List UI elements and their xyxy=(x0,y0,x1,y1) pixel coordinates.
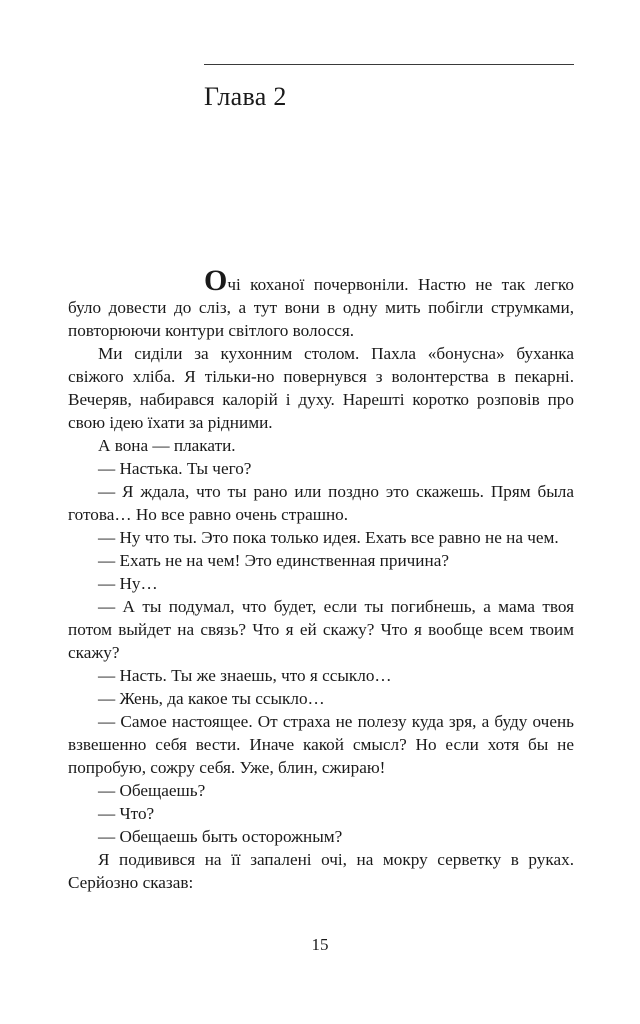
dialogue-line: — Ну что ты. Это пока только идея. Ехать все равно не на чем. xyxy=(98,528,559,547)
paragraph: Ми сиділи за кухонним столом. Пахла «бонусна» буханка свіжого хліба. Я тільки-но повернувся з волонтерства в пекарні. Вечеряв, набирався калорій і духу. Нарешті коротко розповів про свою ідею їхати за рідними. xyxy=(68,344,574,432)
dialogue-line: — А ты подумал, что будет, если ты погибнешь, а мама твоя потом выйдет на связь? Что я ей скажу? Что я вообще всем твоим скажу? xyxy=(68,597,574,662)
dialogue-line: — Ехать не на чем! Это единственная причина? xyxy=(98,551,449,570)
page-number: 15 xyxy=(311,935,329,954)
dialogue-line: — Насть. Ты же знаешь, что я ссыкло… xyxy=(98,666,392,685)
dialogue-line: — Обещаешь? xyxy=(98,781,206,800)
paragraph-first xyxy=(68,264,574,342)
chapter-title: Глава 2 xyxy=(204,82,287,111)
paragraph: А вона — плакати. xyxy=(98,436,236,455)
dialogue-line: — Обещаешь быть осторожным? xyxy=(98,827,343,846)
dialogue-line: — Я ждала, что ты рано или поздно это скажешь. Прям была готова… Но все равно очень страшно. xyxy=(68,482,574,524)
dialogue-line: — Ну… xyxy=(98,574,158,593)
chapter-top-rule xyxy=(204,64,574,65)
body-text xyxy=(68,264,574,894)
paragraph-first-text: чі коханої почервоніли. Настю не так легко було довести до сліз, а тут вони в одну мить побігли струмками, повторюючи контури світлого волосся. xyxy=(68,275,574,340)
dialogue-line: — Жень, да какое ты ссыкло… xyxy=(98,689,325,708)
dialogue-line: — Настька. Ты чего? xyxy=(98,459,252,478)
dialogue-line: — Что? xyxy=(98,804,155,823)
paragraph: Я подивився на її запалені очі, на мокру серветку в руках. Серйозно сказав: xyxy=(68,850,574,892)
dropcap-letter: О xyxy=(204,264,228,297)
dialogue-line: — Самое настоящее. От страха не полезу куда зря, а буду очень взвешенно себя вести. Иначе какой смысл? Но если хотя бы не попробую, сожру себя. Уже, блин, сжираю! xyxy=(68,712,574,777)
